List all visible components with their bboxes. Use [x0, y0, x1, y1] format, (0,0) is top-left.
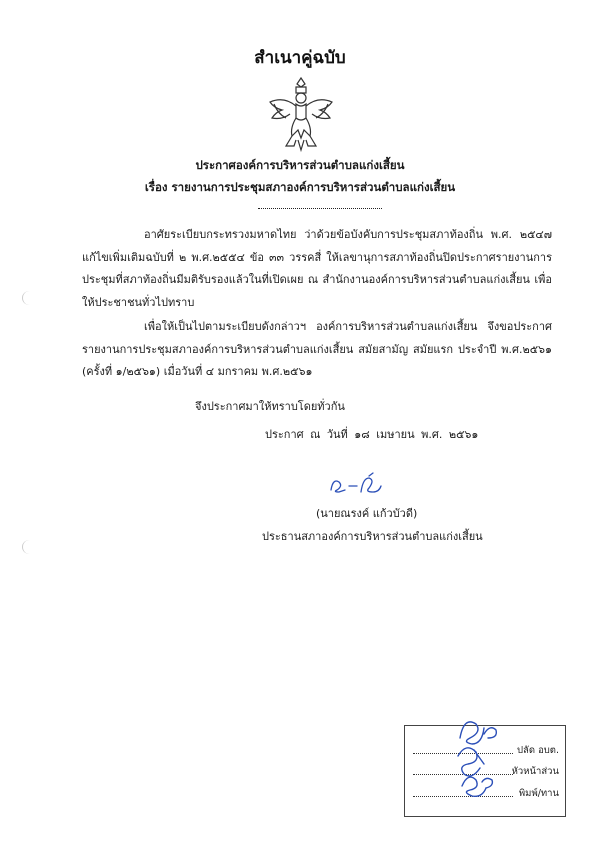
paragraph-purpose: เพื่อให้เป็นไปตามระเบียบดังกล่าวฯ องค์การบริหารส่วนตำบลแก่งเสี้ยน จึงขอประกาศรายงานการประชุมสภาองค์การบริหารส่วนตำบลแก่งเสี้ยน สมัยสามัญ สมัยแรก ประจำปี พ.ศ.๒๕๖๑ (ครั้งที่ ๑/๒๕๖๑) เมื่อวันที่ ๔ มกราคม พ.ศ.๒๕๖๑	[82, 320, 552, 378]
signer-position: ประธานสภาองค์การบริหารส่วนตำบลแก่งเสี้ยน	[262, 530, 483, 543]
punch-hole-mark	[22, 291, 37, 305]
signature	[325, 470, 385, 498]
date-line: ประกาศ ณ วันที่ ๑๘ เมษายน พ.ศ. ๒๕๖๑	[265, 428, 479, 441]
signer-name: (นายณรงค์ แก้วบัวดี)	[316, 507, 418, 520]
approval-label: หัวหน้าส่วน	[511, 766, 559, 777]
announcement-heading: ประกาศองค์การบริหารส่วนตำบลแก่งเสี้ยน	[195, 158, 405, 172]
announce-line: จึงประกาศมาให้ทราบโดยทั่วกัน	[195, 400, 345, 413]
copy-stamp: สำเนาคู่ฉบับ	[254, 48, 346, 68]
paragraph-reference: อาศัยระเบียบกระทรวงมหาดไทย ว่าด้วยข้อบังคับการประชุมสภาท้องถิ่น พ.ศ. ๒๕๔๗ แก้ไขเพิ่มเติมฉบับที่ ๒ พ.ศ.๒๕๕๔ ข้อ ๓๓ วรรคสี่ ให้เลขานุการสภาท้องถิ่นปิดประกาศรายงานการประชุมที่สภาท้องถิ่นมีมติรับรองแล้วในที่เปิดเผย ณ สำนักงานองค์การบริหารส่วนตำบลแก่งเสี้ยน เพื่อให้ประชาชนทั่วไปทราบ	[82, 228, 552, 309]
handwritten-initials	[440, 708, 550, 818]
dotted-divider	[258, 202, 382, 209]
approval-label: ปลัด อบต.	[517, 745, 559, 756]
approval-label: พิมพ์/ทาน	[518, 788, 559, 799]
announcement-subject: เรื่อง รายงานการประชุมสภาองค์การบริหารส่วนตำบลแก่งเสี้ยน	[144, 180, 456, 194]
punch-hole-mark	[22, 540, 37, 554]
garuda-emblem-icon	[266, 74, 336, 154]
